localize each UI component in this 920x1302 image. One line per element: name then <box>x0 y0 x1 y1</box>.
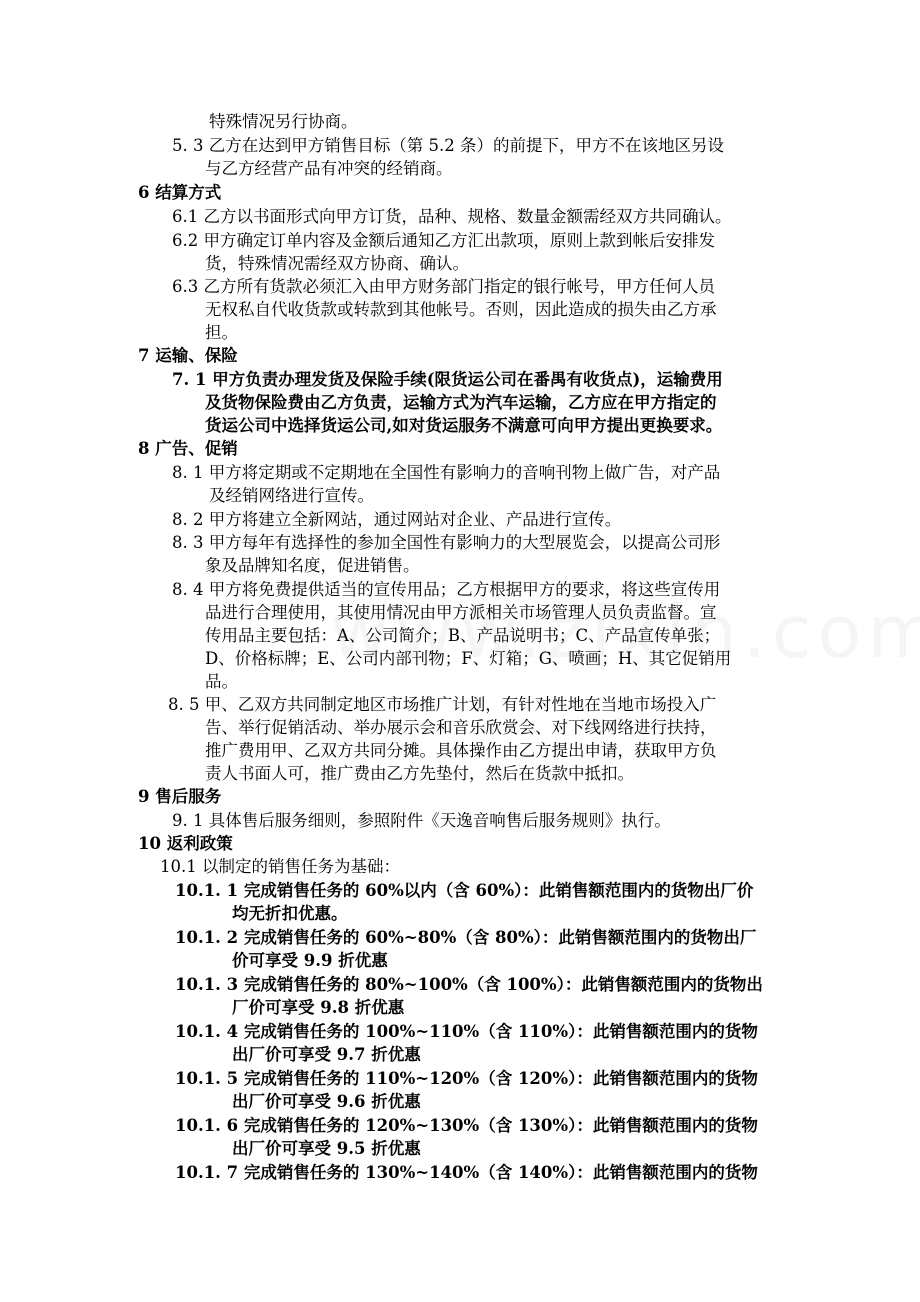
section-10-heading: 10 返利政策 <box>138 834 233 853</box>
clause-7-1-line-1: 7. 1 甲方负责办理发货及保险手续(限货运公司在番禺有收货点)，运输费用 <box>172 370 723 389</box>
clause-8-1-line-1: 8. 1 甲方将定期或不定期地在全国性有影响力的音响刊物上做广告，对产品 <box>172 463 721 482</box>
rebate-10-1-2-line-1: 10.1. 2 完成销售任务的 60%~80%（含 80%）：此销售额范围内的货物出厂 <box>175 928 757 947</box>
clause-10-1: 10.1 以制定的销售任务为基础： <box>160 857 400 876</box>
rebate-10-1-3-line-2: 厂价可享受 9.8 折优惠 <box>232 998 405 1017</box>
clause-8-3-line-1: 8. 3 甲方每年有选择性的参加全国性有影响力的大型展览会，以提高公司形 <box>172 533 721 552</box>
rebate-10-1-7-line-1: 10.1. 7 完成销售任务的 130%~140%（含 140%）：此销售额范围内的货物 <box>175 1163 758 1182</box>
clause-5-2-continuation: 特殊情况另行协商。 <box>209 112 358 131</box>
clause-6-3-line-1: 6.3 乙方所有货款必须汇入由甲方财务部门指定的银行帐号，甲方任何人员 <box>172 277 715 296</box>
rebate-10-1-5-line-2: 出厂价可享受 9.6 折优惠 <box>232 1092 421 1111</box>
clause-8-4-line-2: 品进行合理使用，其使用情况由甲方派相关市场管理人员负责监督。宣 <box>205 603 717 622</box>
clause-8-5-line-1: 8. 5 甲、乙双方共同制定地区市场推广计划，有针对性地在当地市场投入广 <box>168 695 717 714</box>
rebate-10-1-4-line-1: 10.1. 4 完成销售任务的 100%~110%（含 110%）：此销售额范围内的货物 <box>175 1022 758 1041</box>
clause-8-3-line-2: 象及品牌知名度，促进销售。 <box>205 556 420 575</box>
clause-8-4-line-3: 传用品主要包括：A、公司简介；B、产品说明书；C、产品宣传单张； <box>205 626 721 645</box>
clause-5-3-line-1: 5. 3 乙方在达到甲方销售目标（第 5.2 条）的前提下，甲方不在该地区另设 <box>172 136 724 155</box>
section-9-heading: 9 售后服务 <box>138 787 222 806</box>
section-7-heading: 7 运输、保险 <box>138 346 238 365</box>
clause-7-1-line-2: 及货物保险费由乙方负责，运输方式为汽车运输，乙方应在甲方指定的 <box>205 393 717 412</box>
rebate-10-1-1-line-2: 均无折扣优惠。 <box>232 904 348 923</box>
clause-8-2: 8. 2 甲方将建立全新网站，通过网站对企业、产品进行宣传。 <box>172 510 622 529</box>
rebate-10-1-1-line-1: 10.1. 1 完成销售任务的 60%以内（含 60%）：此销售额范围内的货物出厂价 <box>175 881 754 900</box>
clause-8-5-line-2: 告、举行促销活动、举办展示会和音乐欣赏会、对下线网络进行扶持， <box>205 718 717 737</box>
clause-9-1: 9. 1 具体售后服务细则，参照附件《天逸音响售后服务规则》执行。 <box>172 811 671 830</box>
rebate-10-1-2-line-2: 价可享受 9.9 折优惠 <box>232 951 388 970</box>
section-6-heading: 6 结算方式 <box>138 183 222 202</box>
rebate-10-1-5-line-1: 10.1. 5 完成销售任务的 110%~120%（含 120%）：此销售额范围内的货物 <box>175 1069 758 1088</box>
clause-8-4-line-1: 8. 4 甲方将免费提供适当的宣传用品；乙方根据甲方的要求，将这些宣传用 <box>172 580 721 599</box>
clause-5-3-line-2: 与乙方经营产品有冲突的经销商。 <box>205 159 453 178</box>
clause-8-4-line-4: D、价格标牌；E、公司内部刊物；F、灯箱；G、喷画；H、其它促销用 <box>205 649 732 668</box>
section-8-heading: 8 广告、促销 <box>138 439 238 458</box>
clause-6-2-line-1: 6.2 甲方确定订单内容及金额后通知乙方汇出款项，原则上款到帐后安排发 <box>172 231 715 250</box>
clause-8-4-line-5: 品。 <box>205 672 238 691</box>
rebate-10-1-6-line-1: 10.1. 6 完成销售任务的 120%~130%（含 130%）：此销售额范围内的货物 <box>175 1116 758 1135</box>
rebate-10-1-6-line-2: 出厂价可享受 9.5 折优惠 <box>232 1139 421 1158</box>
clause-8-1-line-2: 及经销网络进行宣传。 <box>209 486 374 505</box>
clause-6-3-line-2: 无权私自代收货款或转款到其他帐号。否则，因此造成的损失由乙方承 <box>205 300 717 319</box>
clause-7-1-line-3: 货运公司中选择货运公司,如对货运服务不满意可向甲方提出更换要求。 <box>205 416 723 435</box>
clause-6-1: 6.1 乙方以书面形式向甲方订货，品种、规格、数量金额需经双方共同确认。 <box>172 207 732 226</box>
clause-6-3-line-3: 担。 <box>205 323 238 342</box>
rebate-10-1-4-line-2: 出厂价可享受 9.7 折优惠 <box>232 1045 421 1064</box>
clause-8-5-line-3: 推广费用甲、乙双方共同分摊。具体操作由乙方提出申请，获取甲方负 <box>205 741 717 760</box>
clause-8-5-line-4: 责人书面人可，推广费由乙方先垫付，然后在货款中抵扣。 <box>205 764 634 783</box>
clause-6-2-line-2: 货，特殊情况需经双方协商、确认。 <box>205 254 469 273</box>
rebate-10-1-3-line-1: 10.1. 3 完成销售任务的 80%~100%（含 100%）：此销售额范围内的货物出 <box>175 975 763 994</box>
